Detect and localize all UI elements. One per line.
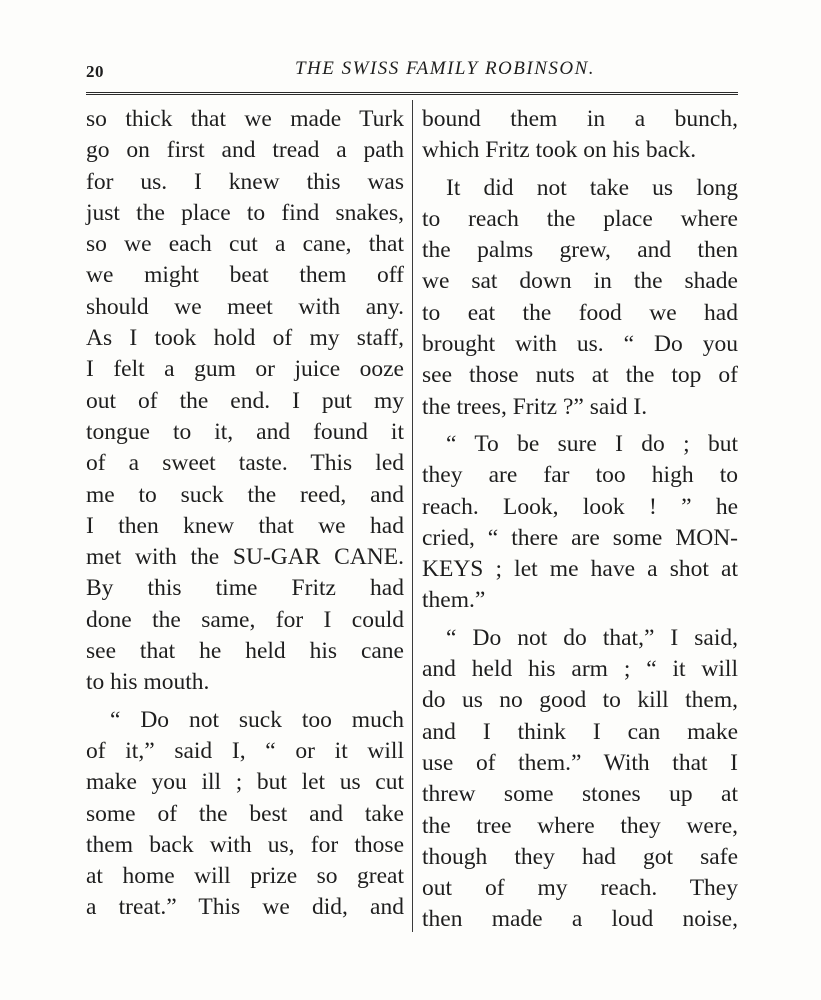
text-line: so we each cut a cane, that <box>86 231 404 258</box>
column-rule <box>412 100 413 932</box>
text-line: see that he held his cane <box>86 638 404 665</box>
text-line: and held his arm ; “ it will <box>422 656 738 683</box>
text-line: the trees, Fritz ?” said I. <box>422 393 648 420</box>
text-line: of it,” said I, “ or it will <box>86 737 404 764</box>
text-line: I felt a gum or juice ooze <box>86 356 404 383</box>
text-line: reach. Look, look ! ” he <box>422 493 738 520</box>
text-line: see those nuts at the top of <box>422 362 738 389</box>
text-line: done the same, for I could <box>86 606 404 633</box>
text-line: out of the end. I put my <box>86 387 404 414</box>
text-line: which Fritz took on his back. <box>422 137 697 164</box>
text-line: them back with us, for those <box>86 831 404 858</box>
text-line: they are far too high to <box>422 462 738 489</box>
text-line: By this time Fritz had <box>86 575 404 602</box>
text-line: threw some stones up at <box>422 781 738 808</box>
text-line: me to suck the reed, and <box>86 481 404 508</box>
text-line: to his mouth. <box>86 669 210 696</box>
text-line: brought with us. “ Do you <box>422 331 738 358</box>
text-line: make you ill ; but let us cut <box>86 769 404 796</box>
text-line: KEYS ; let me have a shot at <box>422 556 738 583</box>
text-line: to reach the place where <box>422 205 738 232</box>
text-line: tongue to it, and found it <box>86 418 404 445</box>
text-line: then made a loud noise, <box>422 906 738 933</box>
text-line: to eat the food we had <box>422 299 738 326</box>
text-line: a treat.” This we did, and <box>86 894 404 921</box>
text-line: do us no good to kill them, <box>422 687 738 714</box>
text-line: “ Do not do that,” I said, <box>446 624 738 651</box>
text-line: use of them.” With that I <box>422 749 738 776</box>
text-line: we might beat them off <box>86 262 404 289</box>
left-column <box>86 104 404 924</box>
header-rule <box>86 92 738 95</box>
text-line: we sat down in the shade <box>422 268 738 295</box>
text-line: the tree where they were, <box>422 812 738 839</box>
right-column <box>422 104 738 936</box>
text-line: some of the best and take <box>86 800 404 827</box>
page-number: 20 <box>86 62 104 81</box>
text-line: “ To be sure I do ; but <box>446 430 738 457</box>
text-line: As I took hold of my staff, <box>86 325 404 352</box>
text-line: met with the SU-GAR CANE. <box>86 544 404 571</box>
text-line: the palms grew, and then <box>422 237 738 264</box>
text-line: so thick that we made Turk <box>86 106 404 132</box>
text-line: “ Do not suck too much <box>110 706 404 733</box>
text-line: though they had got safe <box>422 843 738 870</box>
text-line: go on first and tread a path <box>86 137 404 164</box>
text-line: I then knew that we had <box>86 512 404 539</box>
text-line: cried, “ there are some MON- <box>422 524 738 551</box>
text-line: and I think I can make <box>422 718 738 745</box>
text-line: of a sweet taste. This led <box>86 450 404 477</box>
text-line: them.” <box>422 587 486 614</box>
running-title: THE SWISS FAMILY ROBINSON. <box>294 58 596 79</box>
text-line: should we meet with any. <box>86 293 404 320</box>
text-line: for us. I knew this was <box>86 168 404 195</box>
text-line: It did not take us long <box>446 174 738 201</box>
text-line: bound them in a bunch, <box>422 106 738 132</box>
text-line: just the place to find snakes, <box>86 199 404 226</box>
text-line: out of my reach. They <box>422 875 738 902</box>
text-line: at home will prize so great <box>86 863 404 890</box>
